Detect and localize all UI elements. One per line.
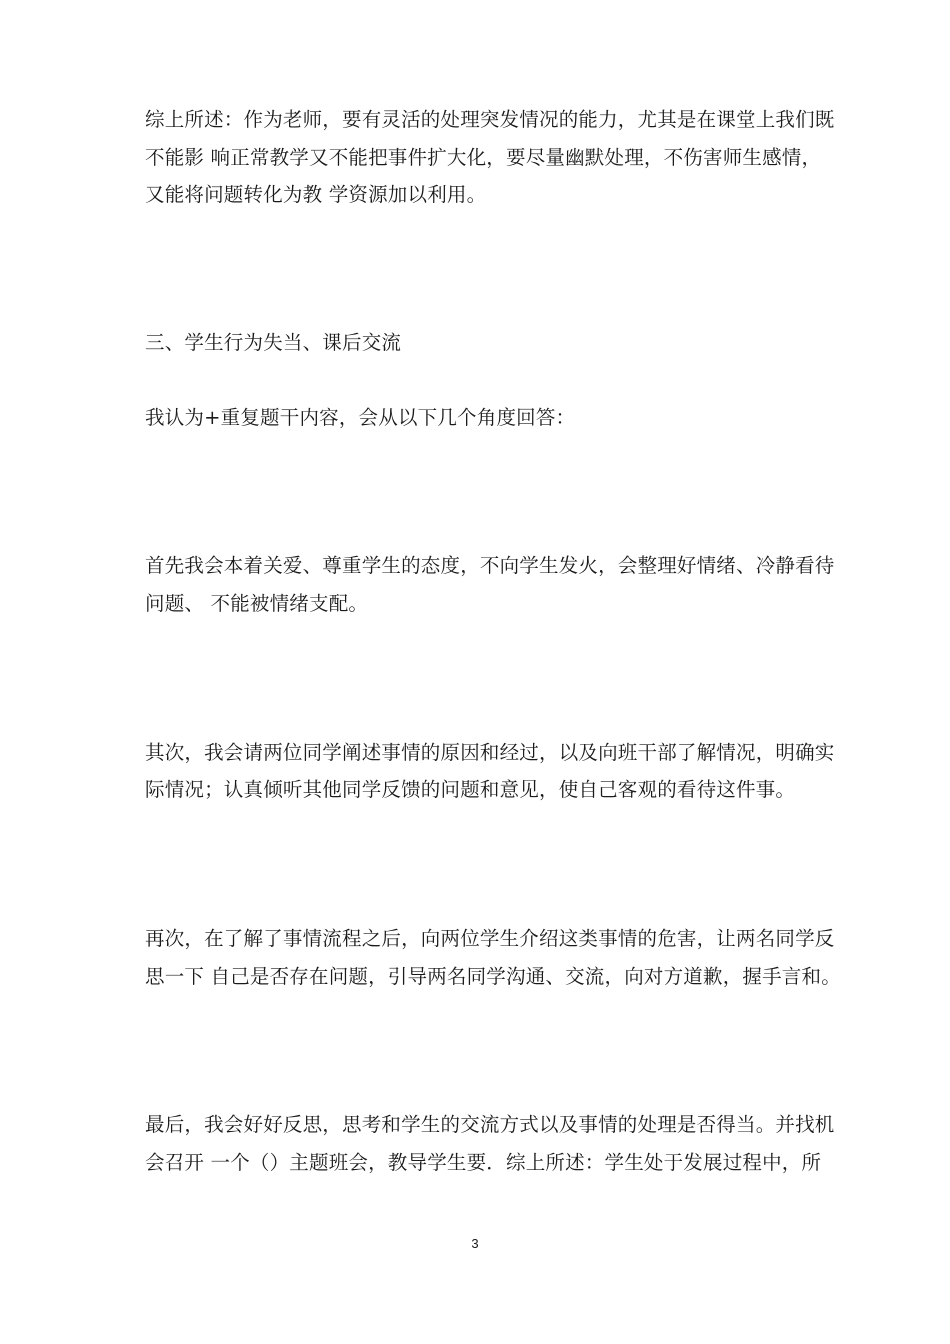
paragraph-second-line-2: 际情况；认真倾听其他同学反馈的问题和意见，使自己客观的看待这件事。: [145, 778, 796, 801]
section-heading: 三、学生行为失当、课后交流: [145, 331, 402, 354]
page-number: 3: [471, 1236, 479, 1251]
paragraph-summary-line-1: 综上所述：作为老师，要有灵活的处理突发情况的能力，尤其是在课堂上我们既: [145, 108, 835, 131]
paragraph-summary-line-3: 又能将问题转化为教 学资源加以利用。: [145, 183, 487, 206]
paragraph-first-line-1: 首先我会本着关爱、尊重学生的态度，不向学生发火，会整理好情绪、冷静看待: [145, 554, 835, 577]
paragraph-last-line-2: 会召开 一个（）主题班会，教导学生要．综上所述：学生处于发展过程中，所: [145, 1151, 822, 1174]
paragraph-third-line-1: 再次，在了解了事情流程之后，向两位学生介绍这类事情的危害，让两名同学反: [145, 927, 835, 950]
paragraph-intro: 我认为+重复题干内容，会从以下几个角度回答：: [145, 406, 576, 429]
paragraph-summary-line-2: 不能影 响正常教学又不能把事件扩大化，要尽量幽默处理，不伤害师生感情，: [145, 146, 822, 169]
paragraph-second-line-1: 其次，我会请两位同学阐述事情的原因和经过，以及向班干部了解情况，明确实: [145, 741, 835, 764]
paragraph-first-line-2: 问题、 不能被情绪支配。: [145, 592, 369, 615]
paragraph-third-line-2: 思一下 自己是否存在问题，引导两名同学沟通、交流，向对方道歉，握手言和。: [145, 965, 841, 988]
paragraph-last-line-1: 最后，我会好好反思，思考和学生的交流方式以及事情的处理是否得当。并找机: [145, 1113, 835, 1136]
